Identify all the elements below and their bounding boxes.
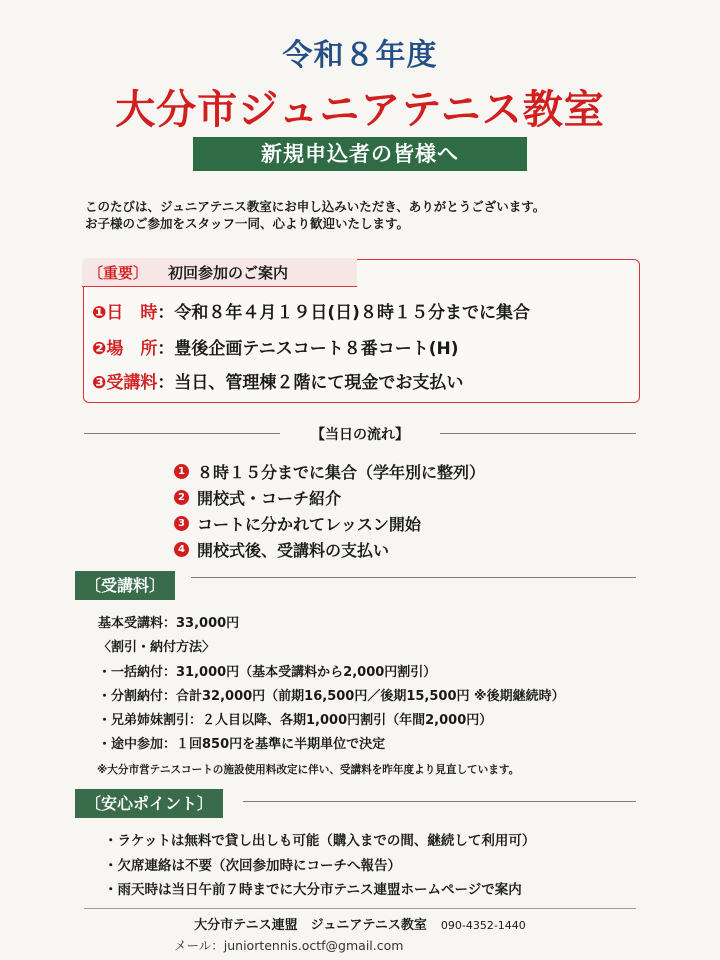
flow-step [174, 510, 485, 536]
fee-details [98, 612, 565, 758]
info-value: ：令和８年４月１９日(日)８時１５分までに集合 [157, 303, 530, 323]
fee-section-heading: 〔受講料〕 [75, 571, 175, 600]
intro-line: お子様のご参加をスタッフ一同、心より歓迎いたします。 [85, 216, 410, 231]
year-heading: 令和８年度 [282, 38, 438, 73]
divider [191, 577, 636, 578]
fee-item: ・途中参加：１回850円を基準に半期単位で決定 [98, 737, 386, 753]
fee-item: ・分割納付：合計32,000円（前期16,500円／後期15,500円 ※後期継続時） [98, 688, 565, 704]
important-info-box [83, 259, 640, 403]
flow-list [174, 458, 485, 562]
intro-text [85, 198, 645, 232]
footer-org: 大分市テニス連盟 ジュニアテニス教室 [194, 918, 427, 933]
footer-divider [84, 908, 636, 909]
flow-step [174, 536, 485, 562]
flow-step [174, 458, 485, 484]
points-list [104, 829, 535, 903]
footer-phone: 090-4352-1440 [440, 919, 526, 932]
info-datetime [92, 298, 530, 323]
info-label: ❸受講料 [92, 373, 158, 393]
info-fee [92, 368, 463, 393]
points-section-heading: 〔安心ポイント〕 [75, 789, 223, 818]
info-value: ：豊後企画テニスコート８番コート(H) [157, 339, 459, 359]
step-text: 開校式・コーチ紹介 [197, 488, 342, 508]
step-number: 4 [174, 542, 189, 557]
divider [243, 801, 636, 802]
step-number: 2 [174, 490, 189, 505]
important-title: 初回参加のご案内 [168, 264, 289, 282]
fee-base: 基本受講料：33,000円 [98, 616, 240, 631]
point-item: ・欠席連絡は不要（次回参加時にコーチへ報告） [104, 857, 401, 874]
step-text: 開校式後、受講料の支払い [197, 540, 390, 560]
info-value: ：当日、管理棟２階にて現金でお支払い [157, 373, 464, 393]
info-label: ❷場 所 [92, 339, 158, 359]
flow-heading: 【当日の流れ】 [311, 427, 409, 443]
divider [84, 433, 280, 434]
info-place [92, 334, 459, 359]
important-box-header [82, 258, 357, 287]
info-label: ❶日 時 [92, 303, 158, 323]
audience-banner: 新規申込者の皆様へ [193, 137, 527, 171]
step-text: コートに分かれてレッスン開始 [197, 514, 421, 534]
intro-line: このたびは、ジュニアテニス教室にお申し込みいただき、ありがとうございます。 [85, 199, 546, 214]
fee-item: ・兄弟姉妹割引：２人目以降、各期1,000円割引（年間2,000円） [98, 713, 493, 729]
important-tag: 〔重要〕 [88, 264, 149, 282]
point-item: ・雨天時は当日午前７時までに大分市テニス連盟ホームページで案内 [104, 882, 522, 898]
point-item: ・ラケットは無料で貸し出しも可能（購入までの間、継続して利用可） [104, 833, 536, 849]
fee-item: ・一括納付：31,000円（基本受講料から2,000円割引） [98, 664, 437, 680]
page-title: 大分市ジュニアテニス教室 [115, 87, 605, 133]
flow-step [174, 484, 485, 510]
step-number: 3 [174, 516, 189, 531]
footer-contact [0, 914, 720, 933]
fee-note: ※大分市営テニスコートの施設使用料改定に伴い、受講料を昨年度より見直しています。 [97, 764, 520, 776]
step-text: ８時１５分までに集合（学年別に整列） [197, 462, 486, 482]
step-number: 1 [174, 464, 189, 479]
divider [440, 433, 636, 434]
footer-email: メール：juniortennis.octf@gmail.com [174, 938, 404, 953]
fee-subheading: 〈割引・納付方法〉 [98, 640, 216, 656]
